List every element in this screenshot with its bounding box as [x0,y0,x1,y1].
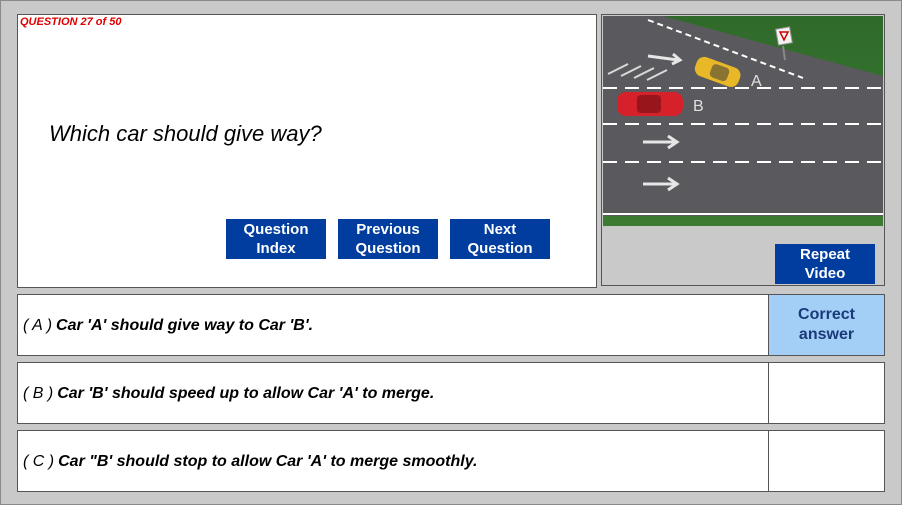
previous-question-label-1: Previous [356,221,420,238]
repeat-video-label-2: Video [804,265,846,282]
answer-c-feedback-cell [768,431,884,491]
answer-a-text-wrap[interactable] [23,295,313,357]
answer-a-letter: ( A ) [23,317,53,334]
question-text: Which car should give way? [49,121,322,146]
answer-option-a[interactable] [17,294,885,356]
answer-b-feedback-cell [768,363,884,423]
repeat-video-button[interactable] [775,244,875,284]
answer-b-text: Car 'B' should speed up to allow Car 'A' to merge. [57,385,435,402]
question-index-label-2: Index [256,240,296,257]
video-panel [601,14,885,286]
previous-question-label-2: Question [355,240,421,257]
correct-answer-label-2: answer [798,326,855,343]
next-question-label-1: Next [483,221,517,238]
question-index-button[interactable] [226,219,326,259]
answer-option-c[interactable] [17,430,885,492]
question-index-label-1: Question [243,221,309,238]
road-scene-image [603,16,883,226]
question-panel [17,14,597,288]
previous-question-button[interactable] [338,219,438,259]
next-question-button[interactable] [450,219,550,259]
answer-option-b[interactable] [17,362,885,424]
correct-answer-badge [768,295,884,355]
answer-c-text: Car "B' should stop to allow Car 'A' to merge smoothly. [58,453,478,470]
answer-a-text: Car 'A' should give way to Car 'B'. [56,317,314,334]
question-counter: QUESTION 27 of 50 [20,16,122,28]
car-b-label: B [693,98,704,115]
repeat-video-label-1: Repeat [799,246,851,263]
next-question-label-2: Question [467,240,533,257]
answer-b-text-wrap[interactable] [23,363,434,425]
answer-b-letter: ( B ) [23,385,54,402]
correct-answer-label-1: Correct [798,306,855,323]
car-a-label: A [751,73,762,90]
answer-c-text-wrap[interactable] [23,431,477,493]
answer-c-letter: ( C ) [23,453,55,470]
